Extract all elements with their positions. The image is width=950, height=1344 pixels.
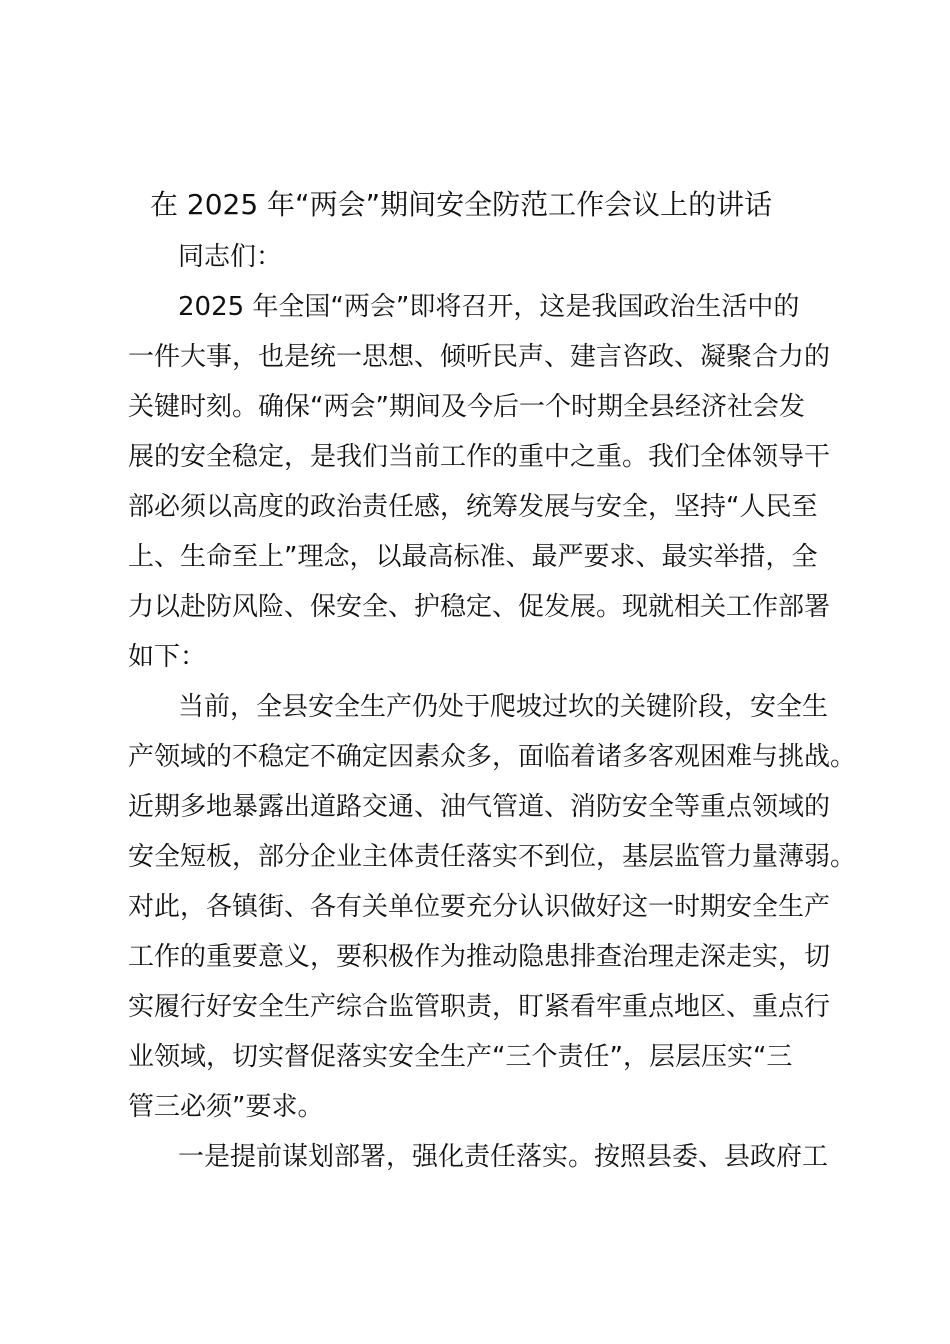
paragraph-line: 关键时刻。确保“两会”期间及今后一个时期全县经济社会发 <box>128 392 805 422</box>
paragraph-line: 近期多地暴露出道路交通、油气管道、消防安全等重点领域的 <box>128 792 831 822</box>
paragraph-line: 一件大事，也是统一思想、倾听民声、建言咨政、凝聚合力的 <box>128 342 831 372</box>
paragraph-line: 上、生命至上”理念，以最高标准、最严要求、最实举措，全 <box>128 542 818 572</box>
paragraph-line: 如下： <box>128 642 207 672</box>
paragraph-intro <box>128 282 848 682</box>
paragraph-line: 业领域，切实督促落实安全生产“三个责任”，层层压实“三 <box>128 1042 793 1072</box>
paragraph-line: 2025 年全国“两会”即将召开，这是我国政治生活中的 <box>178 292 800 322</box>
paragraph-first-point <box>128 1132 848 1182</box>
paragraph-line: 产领域的不稳定不确定因素众多，面临着诸多客观困难与挑战。 <box>128 742 857 772</box>
document-title: 在 2025 年“两会”期间安全防范工作会议上的讲话 <box>150 188 773 221</box>
paragraph-line: 当前，全县安全生产仍处于爬坡过坎的关键阶段，安全生 <box>178 692 829 722</box>
paragraph-line: 展的安全稳定，是我们当前工作的重中之重。我们全体领导干 <box>128 442 831 472</box>
salutation: 同志们： <box>178 242 283 272</box>
paragraph-line: 安全短板，部分企业主体责任落实不到位，基层监管力量薄弱。 <box>128 842 857 872</box>
paragraph-line: 管三必须”要求。 <box>128 1092 324 1122</box>
paragraph-current-situation <box>128 682 857 1132</box>
paragraph-line: 部必须以高度的政治责任感，统筹发展与安全，坚持“人民至 <box>128 492 818 522</box>
paragraph-line: 实履行好安全生产综合监管职责，盯紧看牢重点地区、重点行 <box>128 992 831 1022</box>
paragraph-line: 一是提前谋划部署，强化责任落实。按照县委、县政府工 <box>178 1142 829 1172</box>
paragraph-line: 力以赴防风险、保安全、护稳定、促发展。现就相关工作部署 <box>128 592 831 622</box>
paragraph-line: 对此，各镇街、各有关单位要充分认识做好这一时期安全生产 <box>128 892 831 922</box>
paragraph-line: 工作的重要意义，要积极作为推动隐患排查治理走深走实，切 <box>128 942 831 972</box>
document-body <box>128 232 857 1182</box>
